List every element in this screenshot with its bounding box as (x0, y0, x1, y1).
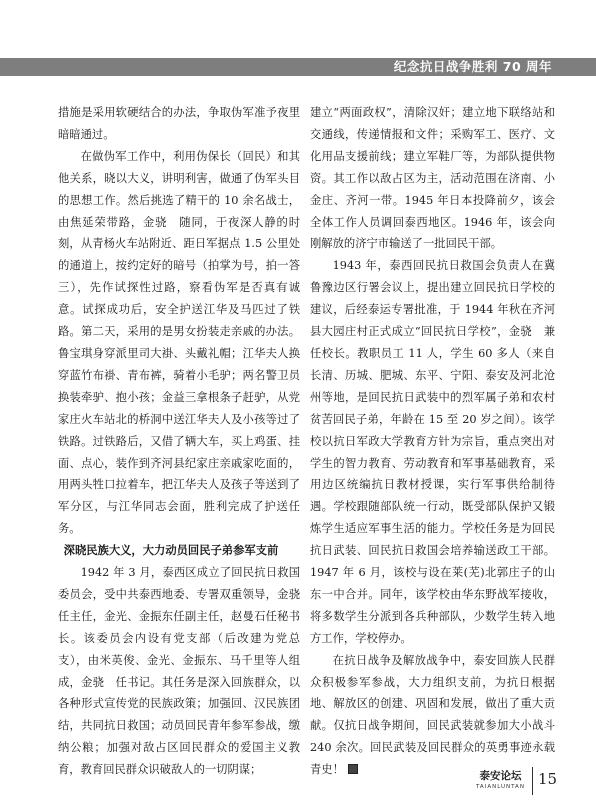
section-banner (0, 58, 596, 76)
brand-name-pinyin: TAIANLUNTAN (476, 784, 525, 790)
paragraph-final (310, 650, 555, 781)
footer-divider (532, 767, 533, 795)
paragraph: 1943 年，泰西回民抗日救国会负责人在冀鲁豫边区行署会议上，提出建立回民抗日学校的建议，后经泰运专署批准，于 1944 年秋在齐河县大园庄村正式成立“回民抗日学校”，金骁 兼任校长。教职员工 11 人，学生 60 多人（来自长清、历城、肥城、东平、宁阳、泰安及河北沧州等地，是回民抗日武装中的烈军属子弟和农村贫苦回民子弟，年龄在 15 至 20 岁之间）。该学校以抗日军政大学教育方针为宗旨，重点突出对学生的智力教育、劳动教育和军事基础教育，采用边区统编抗日教材授课，实行军事供给制待遇。学校跟随部队统一行动，既受部队保护又锻炼学生适应军事生活的能力。学校任务是为回民抗日武装、回民抗日救国会培养输送政工干部。1947 年 6 月，该校与设在莱(芜)北郭庄子的山东一中合并。同年，该学校由华东野战军接收，将多数学生分派到各兵种部队，少数学生转入地方工作，学校停办。 (310, 259, 555, 645)
paragraph: 措施是采用软硬结合的办法，争取伪军准予夜里暗暗通过。 (58, 106, 300, 141)
left-column (58, 102, 312, 777)
banner-title: 纪念抗日战争胜利 70 周年 (393, 59, 552, 74)
paragraph: 建立“两面政权”，清除汉奸；建立地下联络站和交通线，传递情报和文件；采购军工、医疗、文化用品支援前线；建立军鞋厂等，为部队提供物资。其工作以敌占区为主，活动范围在济南、小金庄、齐河一带。1945 年日本投降前夕，该会全体工作人员调回泰西地区。1946 年，该会向刚解放的济宁市输送了一批回民干部。 (310, 106, 555, 251)
section-heading: 深晓民族大义，大力动员回民子弟参军支前 (63, 544, 279, 558)
paragraph: 在做伪军工作中，利用伪保长（回民）和其他关系，晓以大义，讲明利害，做通了伪军头目的思想工作。然后挑选了精干的 10 余名战士，由焦延荣带路，金骁 随同，于夜深人静的时刻，从青杨火车站附近、距日军据点 1.5 公里处的通道上，按约定好的暗号（拍掌为号，拍一答三），先作试探性过路，察看伪军是否真有诚意。试探成功后，安全护送江华及马匹过了铁路。第二天，采用的是男女扮装走亲戚的办法。鲁宝琪身穿派里司大褂、头戴礼帽；江华夫人换穿蓝竹布褂、青布裤，骑着小毛驴；两名警卫员换装牵驴、抱小孩；金益三拿根条子赶驴，从党家庄火车站北的桥洞中送江华夫人及小孩等过了铁路。过铁路后，又借了辆大车，买上鸡蛋、挂面、点心，装作到齐河县纪家庄亲戚家吃面的，用两头牲口拉着车，把江华夫人及孩子等送到了军分区，与江华同志会面，胜利完成了护送任务。 (58, 149, 300, 536)
page-number: 15 (538, 770, 558, 788)
end-mark-icon (348, 764, 358, 774)
brand-name: 泰安论坛 (479, 770, 522, 782)
footer-brand (476, 770, 525, 791)
paragraph-text: 在抗日战争及解放战争中，泰安回族人民群众积极参军参战，大力组织支前，为抗日根据地、解放区的创建、巩固和发展，做出了重大贡献。仅抗日战争期间，回民武装就参加大小战斗 240 余次。回民武装及回民群众的英勇事迹永载青史！ (310, 653, 555, 777)
paragraph: 1942 年 3 月，泰西区成立了回民抗日救国委员会，受中共泰西地委、专署双重领导，金骁 任主任，金光、金振东任副主任，赵曼石任秘书长。该委员会内设有党支部（后改建为党总支），由米英俊、金光、金振东、马千里等人组成，金骁 任书记。其任务是深入回族群众，以各种形式宣传党的民族政策；加强回、汉民族团结，共同抗日救国；动员回民青年参军参战，缴纳公粮；加强对敌占区回民群众的爱国主义教育，教育回民群众识破敌人的一切阴谋； (58, 566, 312, 777)
